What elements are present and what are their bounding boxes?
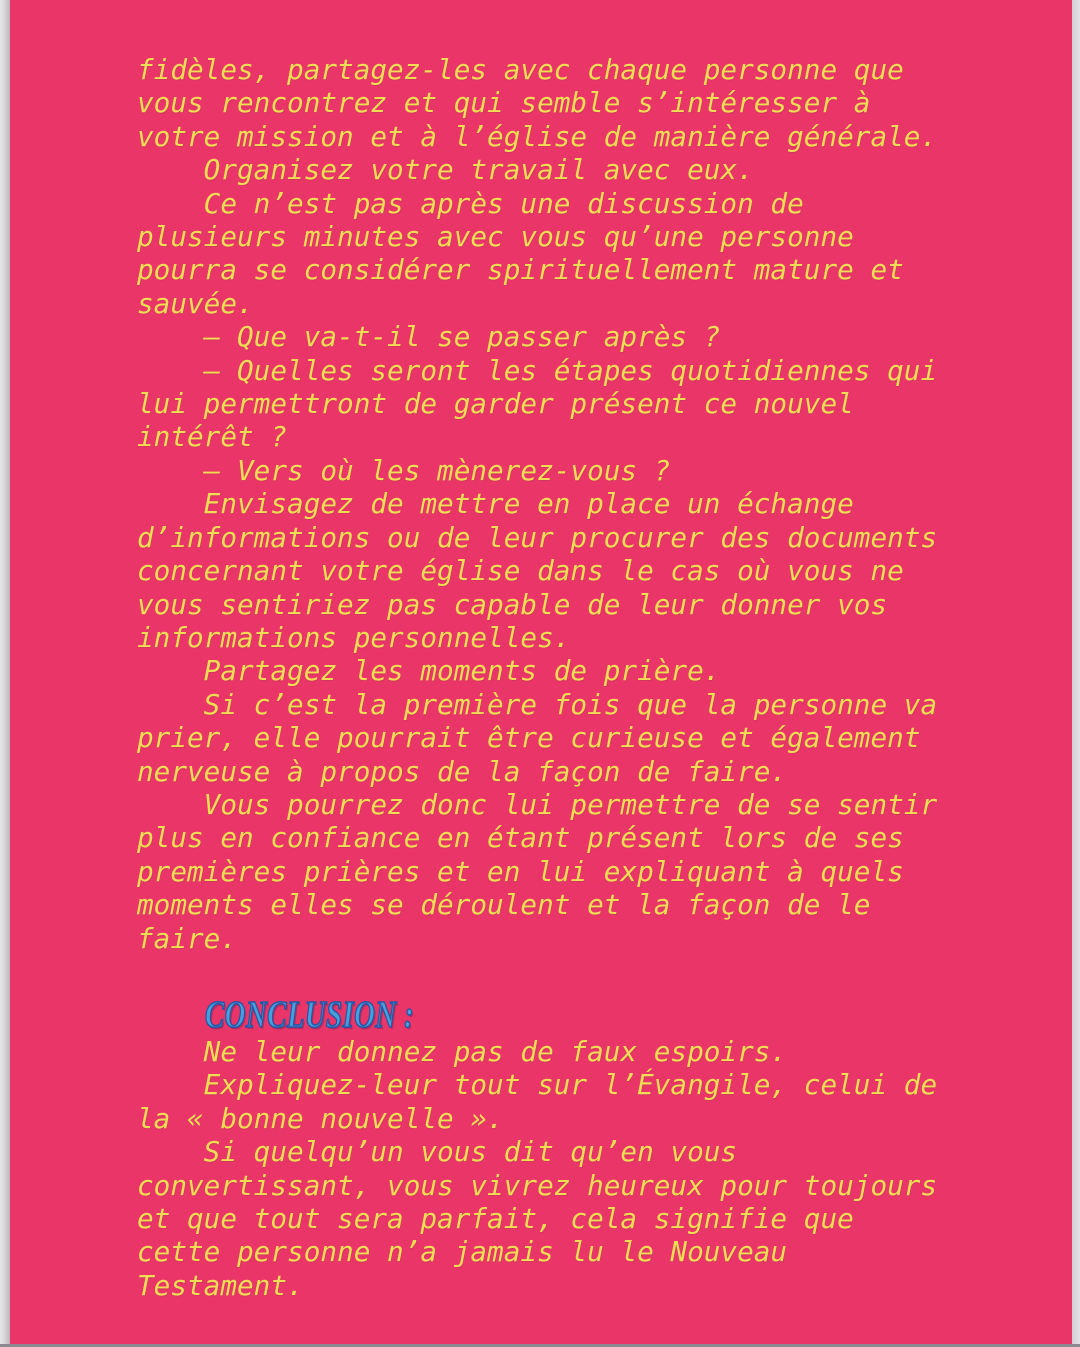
text-line: convertissant, vous vivrez heureux pour toujours: [137, 1168, 938, 1202]
text-line: la « bonne nouvelle ».: [137, 1101, 504, 1135]
text-line: Vous pourrez donc lui permettre de se sentir: [137, 787, 938, 821]
text-line: Expliquez-leur tout sur l’Évangile, celui de: [137, 1068, 938, 1102]
right-gutter: [1072, 0, 1080, 1347]
text-line: d’informations ou de leur procurer des documents: [137, 520, 938, 554]
document-page: [10, 0, 1072, 1344]
text-line: premières prières et en lui expliquant à quels: [137, 854, 904, 888]
text-line: Envisagez de mettre en place un échange: [137, 487, 854, 521]
text-block-1: [137, 53, 1072, 955]
text-line: Testament.: [137, 1268, 304, 1302]
text-line: sauvée.: [137, 286, 254, 320]
text-line: faire.: [137, 921, 238, 955]
text-line: Partagez les moments de prière.: [137, 654, 721, 688]
conclusion-heading-row: [137, 995, 1072, 1035]
conclusion-heading: CONCLUSION :: [205, 993, 415, 1036]
text-line: lui permettront de garder présent ce nouvel: [137, 387, 854, 421]
text-line: Ne leur donnez pas de faux espoirs.: [137, 1034, 788, 1068]
text-line: pourra se considérer spirituellement mature et: [137, 253, 904, 287]
text-line: cette personne n’a jamais lu le Nouveau: [137, 1235, 788, 1269]
text-line: vous sentiriez pas capable de leur donner vos: [137, 587, 888, 621]
text-line: plusieurs minutes avec vous qu’une personne: [137, 220, 854, 254]
text-line: Ce n’est pas après une discussion de: [137, 186, 804, 220]
text-line: vous rencontrez et qui semble s’intéresser à: [137, 86, 871, 120]
text-line: – Vers où les mènerez-vous ?: [137, 453, 671, 487]
text-line: et que tout sera parfait, cela signifie que: [137, 1202, 854, 1235]
left-gutter: [0, 0, 10, 1347]
text-line: moments elles se déroulent et la façon de le: [137, 888, 871, 922]
text-block-2: [137, 1035, 1072, 1302]
text-line: prier, elle pourrait être curieuse et également: [137, 721, 921, 755]
text-line: Si c’est la première fois que la personne va: [137, 687, 938, 721]
text-line: votre mission et à l’église de manière générale.: [137, 119, 938, 153]
text-line: fidèles, partagez-les avec chaque personne que: [137, 53, 904, 86]
text-line: intérêt ?: [137, 420, 288, 454]
text-line: nerveuse à propos de la façon de faire.: [137, 754, 788, 788]
page-content: [10, 0, 1072, 1302]
text-line: Si quelqu’un vous dit qu’en vous: [137, 1135, 738, 1169]
text-line: – Que va-t-il se passer après ?: [137, 320, 721, 354]
text-line: Organisez votre travail avec eux.: [137, 153, 754, 187]
text-line: – Quelles seront les étapes quotidiennes qui: [137, 353, 938, 387]
text-line: plus en confiance en étant présent lors de ses: [137, 821, 904, 855]
text-line: concernant votre église dans le cas où vous ne: [137, 554, 904, 588]
text-line: informations personnelles.: [137, 620, 571, 654]
